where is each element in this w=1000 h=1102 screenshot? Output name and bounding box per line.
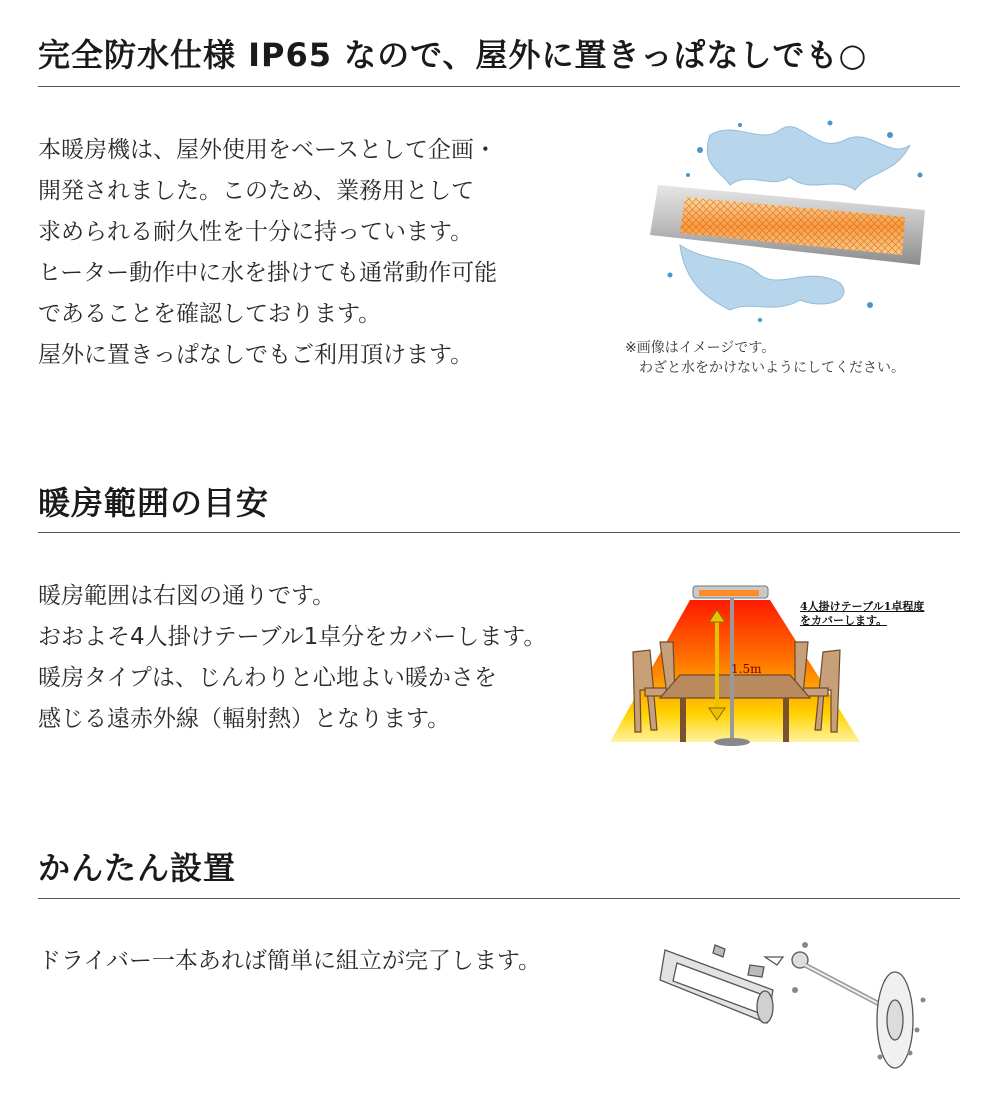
section-title-easy-install: かんたん設置	[38, 849, 237, 887]
section-title-waterproof: 完全防水仕様 IP65 なので、屋外に置きっぱなしでも○	[38, 36, 868, 74]
text-line: 感じる遠赤外線（輻射熱）となります。	[38, 706, 451, 732]
arrow-icon	[765, 957, 783, 965]
coverage-annotation	[800, 600, 924, 628]
section-divider	[38, 86, 960, 87]
heating-range-description	[38, 576, 546, 740]
caption-line: わざと水をかけないようにしてください。	[625, 360, 905, 376]
text-line: 開発されました。このため、業務用として	[38, 178, 475, 204]
height-label: 1.5m	[731, 662, 762, 676]
section-divider	[38, 532, 960, 533]
bracket-part	[713, 945, 725, 957]
section-title-heating-range: 暖房範囲の目安	[38, 484, 270, 522]
install-description	[38, 941, 541, 982]
waterproof-description	[38, 130, 497, 376]
caption-line: ※画像はイメージです。	[625, 340, 776, 356]
text-line: ドライバー一本あれば簡単に組立が完了します。	[38, 948, 542, 974]
section-divider	[38, 898, 960, 899]
text-line: ヒーター動作中に水を掛けても通常動作可能	[38, 260, 498, 286]
text-line: 屋外に置きっぱなしでもご利用頂けます。	[38, 342, 474, 368]
text-line: 本暖房機は、屋外使用をベースとして企画・	[38, 137, 497, 163]
text-line: 暖房範囲は右図の通りです。	[38, 583, 336, 609]
annotation-line: をカバーします。	[800, 614, 888, 627]
text-line: おおよそ4人掛けテーブル1卓分をカバーします。	[38, 624, 547, 650]
text-line: 求められる耐久性を十分に持っています。	[38, 219, 474, 245]
text-line: であることを確認しております。	[38, 301, 382, 327]
image-caption	[625, 338, 905, 378]
heater-water-splash-image	[640, 115, 940, 335]
annotation-line: 4人掛けテーブル1卓程度	[800, 600, 925, 613]
text-line: 暖房タイプは、じんわりと心地よい暖かさを	[38, 665, 497, 691]
assembly-diagram	[655, 935, 955, 1075]
